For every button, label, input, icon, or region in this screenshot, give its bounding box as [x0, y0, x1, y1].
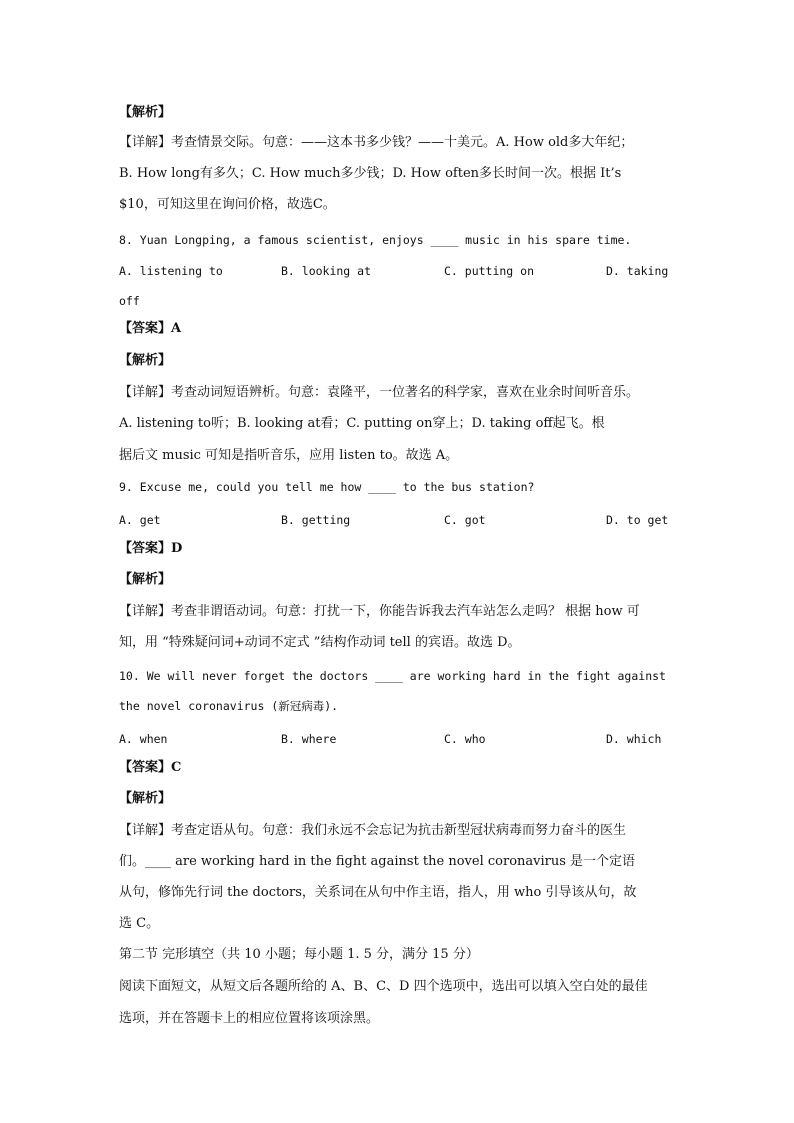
- q8-analysis-heading: 【解析】: [119, 353, 172, 368]
- q8-option-a: A. listening to: [119, 264, 223, 278]
- q8-option-d: D. taking: [606, 264, 669, 278]
- q8-option-d-continued: off: [119, 294, 140, 308]
- q10-detail-line-2: 们。____ are working hard in the fight against the novel coronavirus 是一个定语: [119, 854, 636, 869]
- q10-answer: 【答案】C: [119, 760, 182, 775]
- q9-detail-line-2: 知，用 “特殊疑问词+动词不定式 ”结构作动词 tell 的宾语。故选 D。: [119, 635, 521, 650]
- q9-answer: 【答案】D: [119, 541, 183, 556]
- q9-option-a: A. get: [119, 513, 161, 527]
- q8-detail-line-2: A. listening to听；B. looking at看；C. putting on穿上；D. taking off起飞。根: [119, 416, 605, 431]
- section-title: 第二节 完形填空（共 10 小题；每小题 1. 5 分，满分 15 分）: [119, 947, 479, 962]
- q9-option-d: D. to get: [606, 513, 669, 527]
- q10-stem-line-2: the novel coronavirus (新冠病毒).: [119, 699, 339, 713]
- q10-detail-line-1: 【详解】考查定语从句。句意：我们永远不会忘记为抗击新型冠状病毒而努力奋斗的医生: [119, 823, 627, 838]
- q7-analysis-heading: 【解析】: [119, 105, 172, 120]
- q7-detail-line-3: $10，可知这里在询问价格，故选C。: [119, 197, 336, 212]
- q9-option-b: B. getting: [281, 513, 351, 527]
- q10-option-c: C. who: [444, 732, 486, 746]
- q10-option-d: D. which: [606, 732, 662, 746]
- q9-detail-line-1: 【详解】考查非谓语动词。句意：打扰一下，你能告诉我去汽车站怎么走吗？ 根据 how 可: [119, 604, 640, 619]
- q9-option-c: C. got: [444, 513, 486, 527]
- q10-analysis-heading: 【解析】: [119, 791, 172, 806]
- q9-analysis-heading: 【解析】: [119, 572, 172, 587]
- q8-option-b: B. looking at: [281, 264, 372, 278]
- q8-answer: 【答案】A: [119, 321, 182, 336]
- section-instruction-line-1: 阅读下面短文，从短文后各题所给的 A、B、C、D 四个选项中，选出可以填入空白处的最佳: [119, 979, 648, 994]
- q7-detail-line-1: 【详解】考查情景交际。句意：——这本书多少钱？——十美元。A. How old多大年纪；: [119, 135, 634, 150]
- q10-stem-line-1: 10. We will never forget the doctors ____ are working hard in the fight against: [119, 669, 666, 683]
- q8-option-c: C. putting on: [444, 264, 535, 278]
- q8-detail-line-3: 据后文 music 可知是指听音乐，应用 listen to。故选 A。: [119, 448, 459, 463]
- q10-option-a: A. when: [119, 732, 168, 746]
- q10-detail-line-4: 选 C。: [119, 916, 160, 931]
- q9-stem: 9. Excuse me, could you tell me how ____ to the bus station?: [119, 480, 535, 494]
- q8-stem: 8. Yuan Longping, a famous scientist, enjoys ____ music in his spare time.: [119, 233, 632, 247]
- q8-detail-line-1: 【详解】考查动词短语辨析。句意：袁隆平，一位著名的科学家，喜欢在业余时间听音乐。: [119, 385, 640, 400]
- q7-detail-line-2: B. How long有多久；C. How much多少钱；D. How often多长时间一次。根据 It’s: [119, 166, 622, 181]
- q10-option-b: B. where: [281, 732, 337, 746]
- section-instruction-line-2: 选项，并在答题卡上的相应位置将该项涂黑。: [119, 1011, 380, 1026]
- q10-detail-line-3: 从句，修饰先行词 the doctors，关系词在从句中作主语，指人，用 who 引导该从句，故: [119, 885, 637, 900]
